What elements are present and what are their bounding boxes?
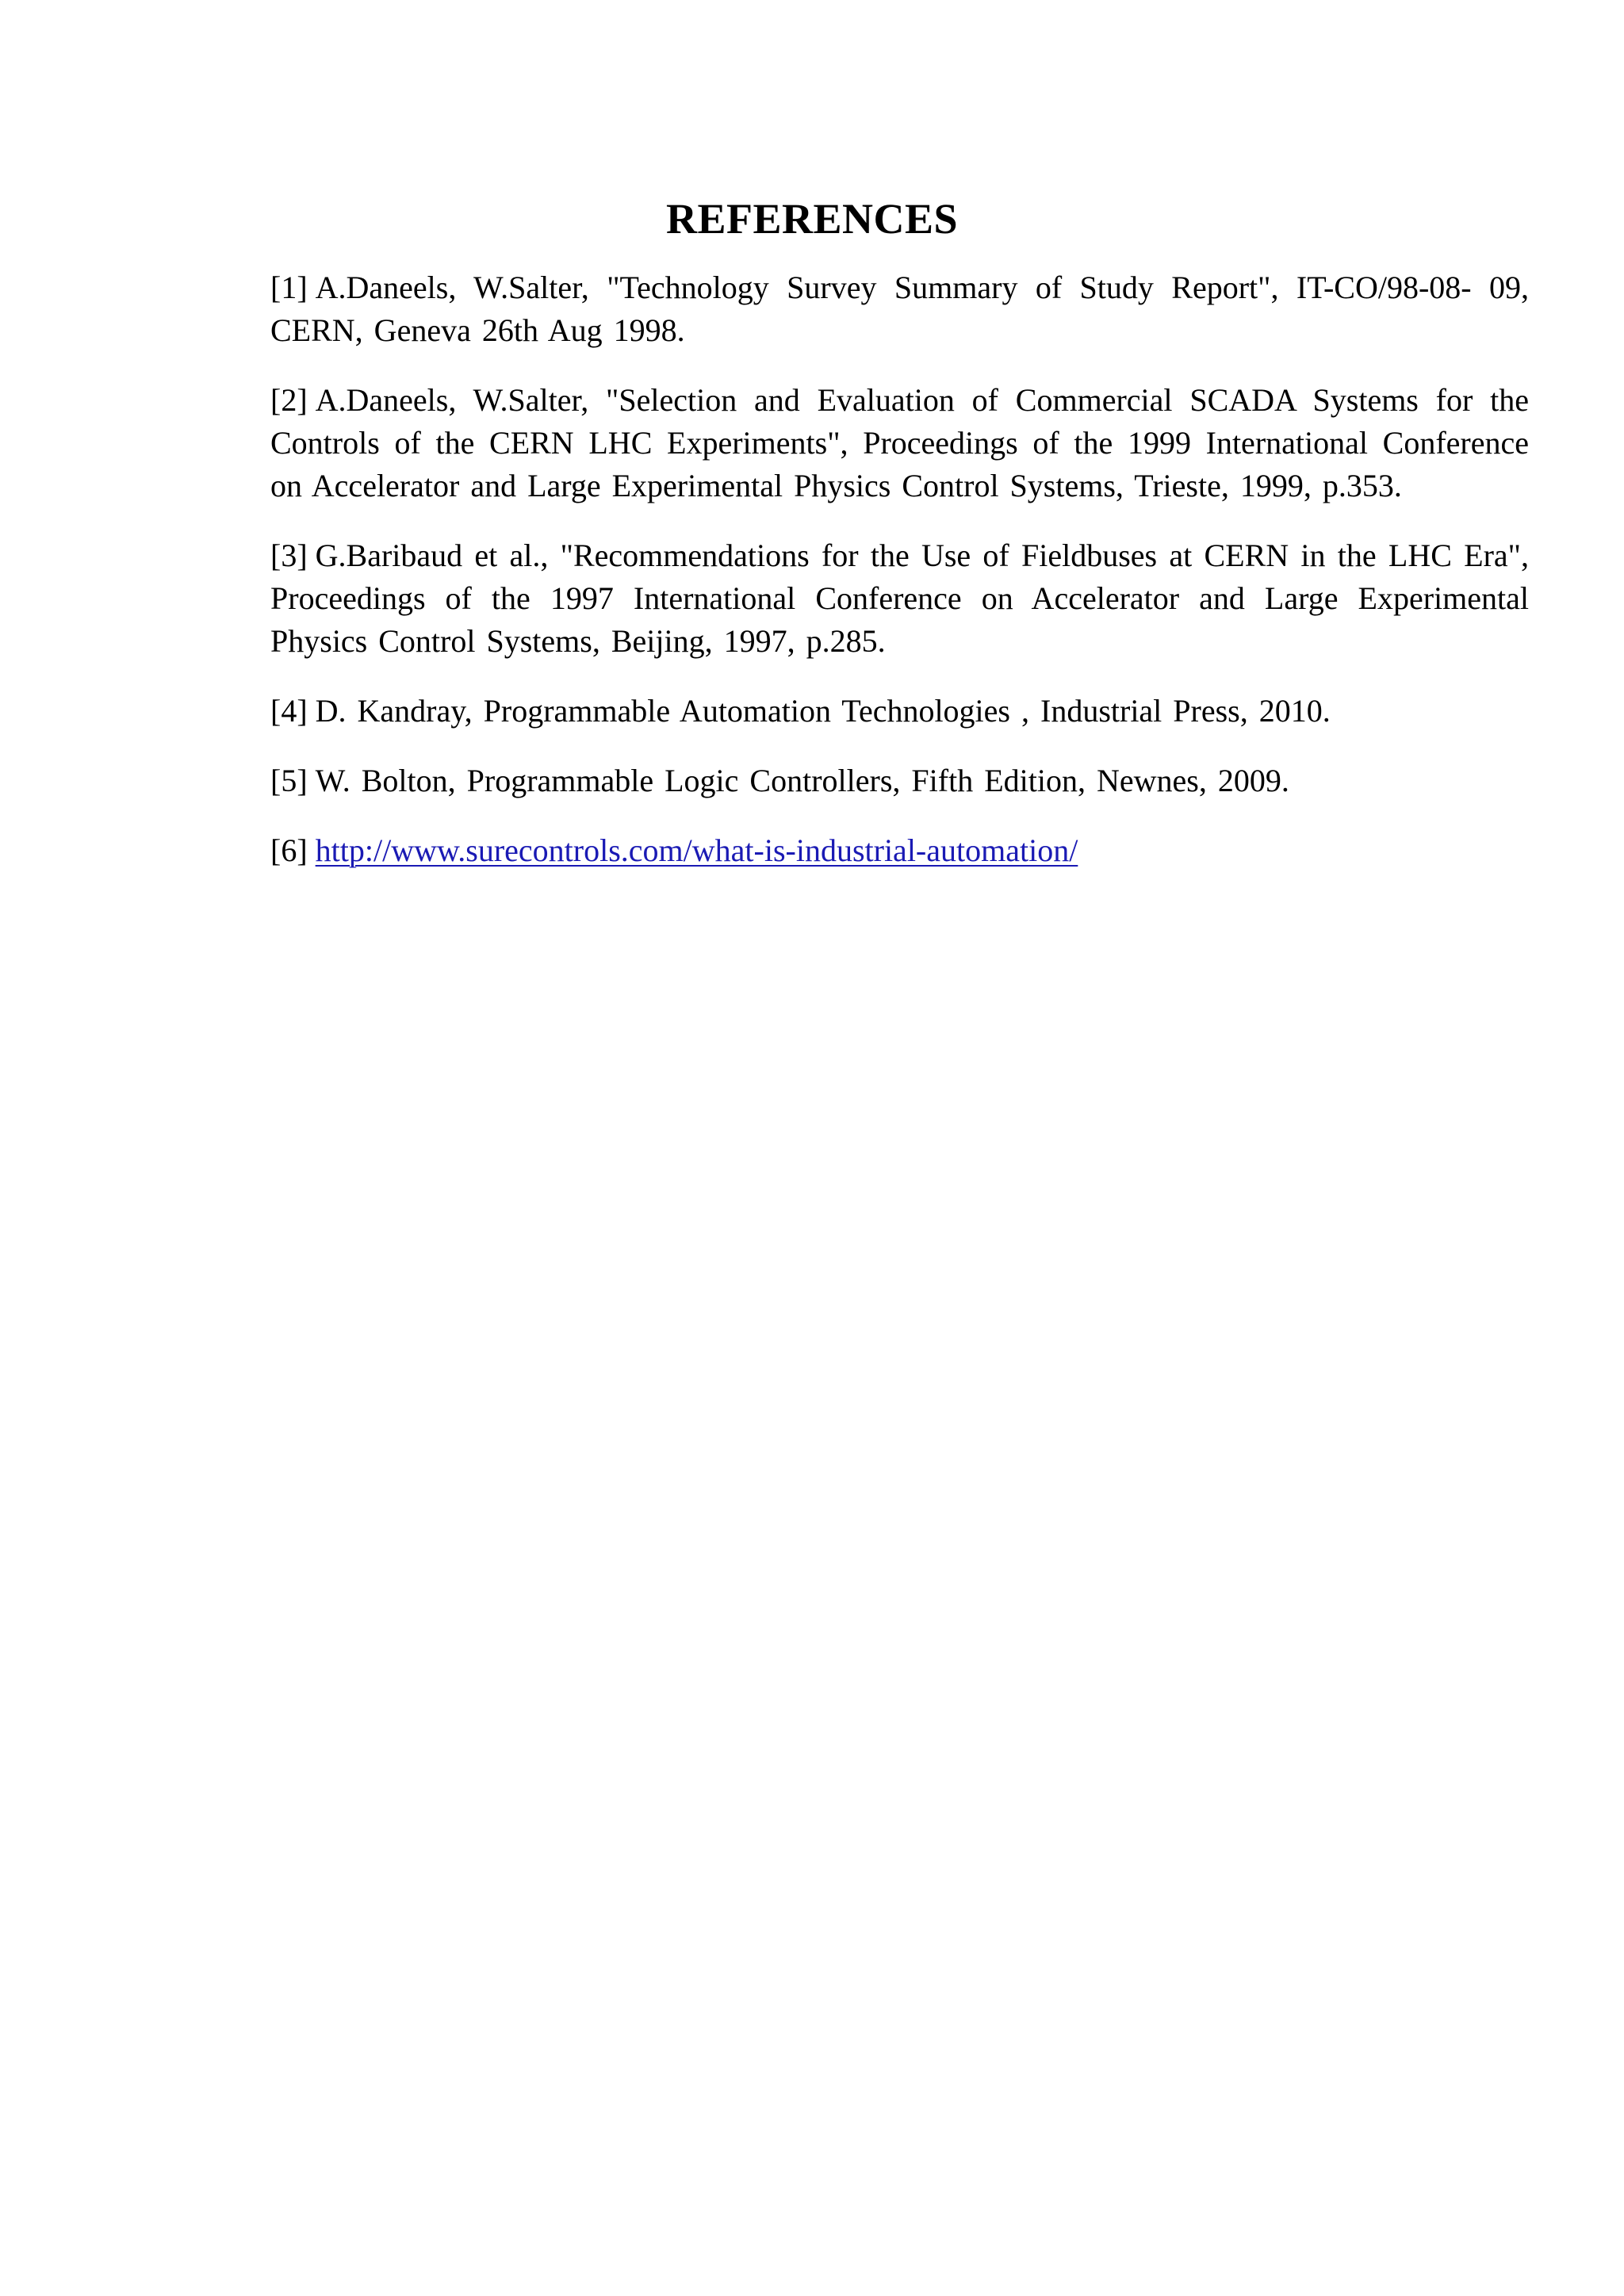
- reference-item-5: [270, 760, 1529, 802]
- reference-number: [6]: [270, 832, 308, 868]
- reference-number: [2]: [270, 382, 308, 418]
- reference-text: D. Kandray, Programmable Automation Technologies , Industrial Press, 2010.: [315, 693, 1331, 729]
- reference-text: A.Daneels, W.Salter, "Selection and Evaluation of Commercial SCADA Systems for the Controls of the CERN LHC Experiments", Proceedings of the 1999 International Conference on Accelerator and Large Experimental Physics Control Systems, Trieste, 1999, p.353.: [270, 382, 1529, 503]
- reference-text: A.Daneels, W.Salter, "Technology Survey Summary of Study Report", IT-CO/98-08- 09, CERN, Geneva 26th Aug 1998.: [270, 270, 1529, 348]
- reference-number: [4]: [270, 693, 308, 729]
- reference-item-3: [270, 534, 1529, 663]
- reference-text: G.Baribaud et al., "Recommendations for the Use of Fieldbuses at CERN in the LHC Era", Proceedings of the 1997 International Conference on Accelerator and Large Experimental Physics Control Systems, Beijing, 1997, p.285.: [270, 538, 1529, 659]
- reference-item-2: [270, 379, 1529, 507]
- reference-item-4: [270, 690, 1529, 733]
- reference-number: [1]: [270, 270, 308, 305]
- references-heading: REFERENCES: [665, 195, 959, 243]
- reference-list: [270, 266, 1529, 899]
- reference-item-6: [270, 829, 1529, 872]
- reference-link[interactable]: http://www.surecontrols.com/what-is-industrial-automation/: [315, 832, 1078, 868]
- reference-item-1: [270, 266, 1529, 352]
- reference-text: W. Bolton, Programmable Logic Controllers, Fifth Edition, Newnes, 2009.: [315, 763, 1289, 798]
- reference-number: [5]: [270, 763, 308, 798]
- reference-number: [3]: [270, 538, 308, 573]
